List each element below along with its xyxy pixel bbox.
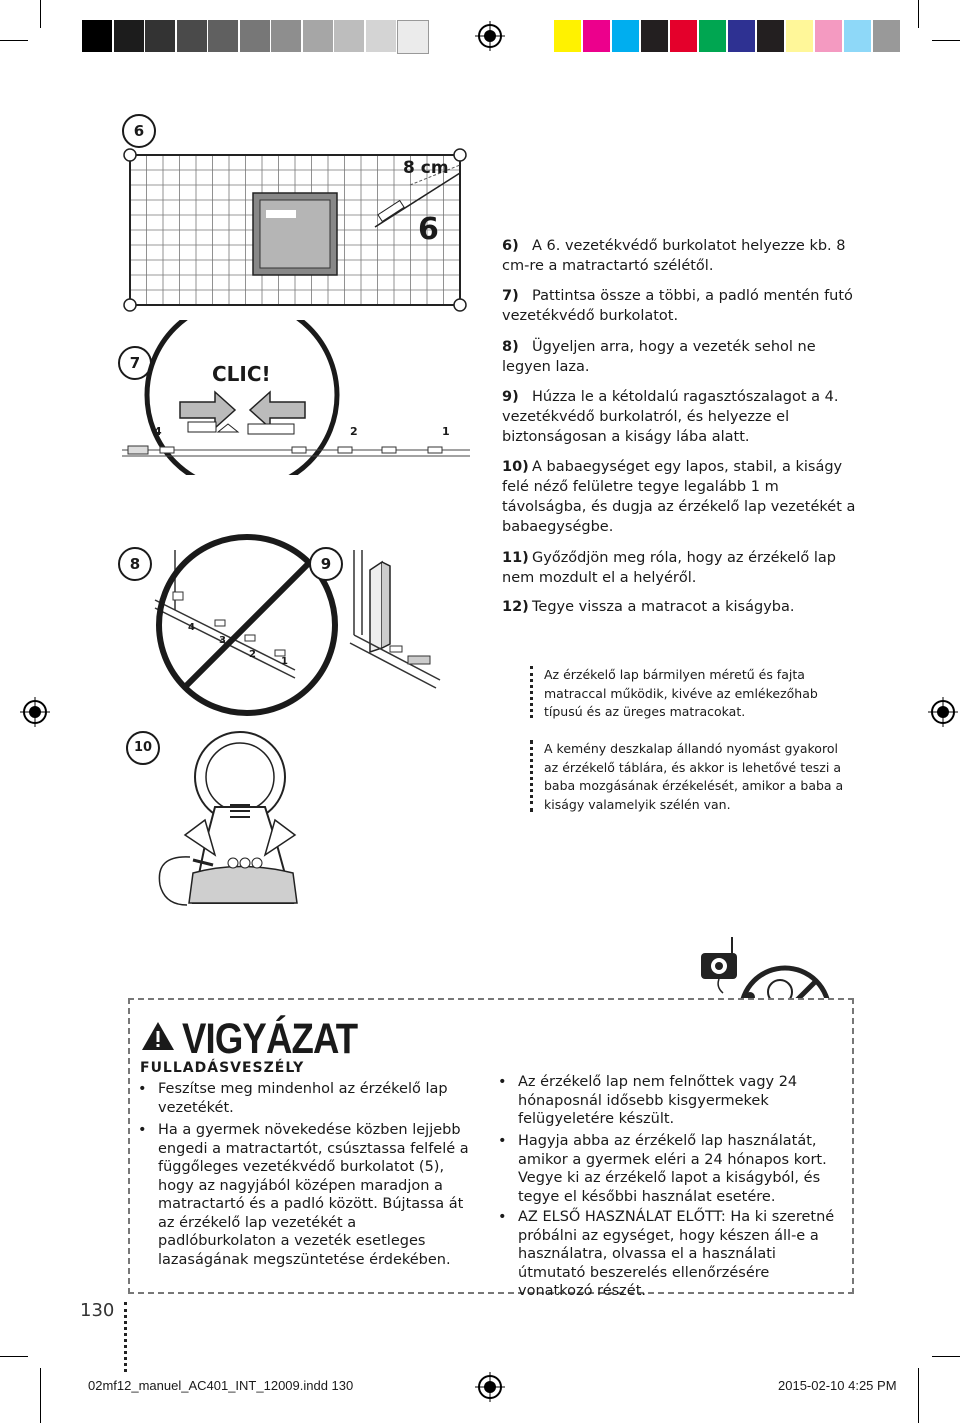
figure-7-label: 1 <box>442 425 450 438</box>
note-divider <box>530 740 533 812</box>
slug-date: 2015-02-10 4:25 PM <box>778 1378 897 1393</box>
warning-title: VIGYÁZAT <box>182 1015 358 1063</box>
step-number: 12) <box>502 599 529 615</box>
figure-8-label: 1 <box>281 656 288 667</box>
process-swatch <box>699 20 726 52</box>
instruction-step <box>502 387 862 447</box>
step-number: 6) <box>502 238 519 254</box>
warning-bullet: • Hagyja abba az érzékelő lap használatát, amikor a gyermek eléri a 24 hónapos kort. Vegye ki az érzékelő lapot a kiságyból, és tegye el későbbi használat esetére. <box>518 1132 833 1206</box>
figure-10-number: 10 <box>126 731 160 765</box>
figure-6-step-label: 6 <box>418 212 439 247</box>
figure-8-label: 4 <box>188 622 195 633</box>
figure-6-measure-label: 8 cm <box>403 158 449 178</box>
gray-swatch <box>334 20 364 52</box>
process-swatch <box>815 20 842 52</box>
crop-mark <box>0 40 28 41</box>
step-text: Ügyeljen arra, hogy a vezeték sehol ne legyen laza. <box>502 339 816 375</box>
figure-8-number: 8 <box>118 547 152 581</box>
step-text: A babaegységet egy lapos, stabil, a kiságy felé néző felületre tegye legalább 1 m távolságba, és dugja az érzékelő lap vezetékét a babaegységbe. <box>502 459 856 535</box>
warning-bullet: • AZ ELSŐ HASZNÁLAT ELŐTT: Ha ki szeretné próbálni az egységet, hogy készen áll-e a használatra, olvassa el a használati útmutató beszerelés ellenőrzésére vonatkozó részét. <box>518 1208 843 1301</box>
note-divider <box>530 666 533 718</box>
gray-swatch <box>397 20 429 54</box>
figure-8-label: 3 <box>219 635 226 646</box>
gray-swatch <box>145 20 175 52</box>
warning-triangle-icon <box>140 1020 176 1052</box>
slug-filename: 02mf12_manuel_AC401_INT_12009.indd 130 <box>88 1378 354 1393</box>
instruction-step <box>502 457 862 537</box>
instruction-step <box>502 286 862 326</box>
registration-mark-icon <box>475 21 505 51</box>
warning-subtitle: FULLADÁSVESZÉLY <box>140 1060 305 1076</box>
gray-swatch <box>114 20 144 52</box>
figure-7-clic-label: CLIC! <box>212 362 271 386</box>
note-board: A kemény deszkalap állandó nyomást gyakorol az érzékelő táblára, és akkor is lehetővé teszi a baba mozgásának érzékelését, amikor a baba a kiságy valamelyik szélén van. <box>544 741 844 812</box>
figure-7-number: 7 <box>118 346 152 380</box>
process-swatch <box>670 20 697 52</box>
instruction-step <box>502 548 862 588</box>
step-text: A 6. vezetékvédő burkolatot helyezze kb. 8 cm-re a matractartó szélétől. <box>502 238 846 274</box>
process-swatch <box>554 20 581 52</box>
registration-mark-icon <box>20 697 50 727</box>
figure-6-number: 6 <box>122 114 156 148</box>
gray-swatch <box>240 20 270 52</box>
step-number: 9) <box>502 389 519 405</box>
gray-swatch <box>366 20 396 52</box>
page-number: 130 <box>80 1300 115 1321</box>
step-text: Pattintsa össze a többi, a padló mentén futó vezetékvédő burkolatot. <box>502 288 853 324</box>
figure-7-label: 4 <box>154 425 162 438</box>
gray-swatch <box>303 20 333 52</box>
process-swatch <box>873 20 900 52</box>
warning-bullet: • Az érzékelő lap nem felnőttek vagy 24 hónaposnál idősebb kisgyermekek felügyeletére készült. <box>518 1073 818 1129</box>
gray-swatch <box>208 20 238 52</box>
figure-7-label: 2 <box>350 425 358 438</box>
registration-mark-icon <box>475 1372 505 1402</box>
gray-swatch <box>177 20 207 52</box>
crop-mark <box>918 0 919 28</box>
warning-bullet: • Feszítse meg mindenhol az érzékelő lap vezetékét. <box>158 1080 458 1117</box>
figure-10-baby-unit-illustration <box>145 725 345 910</box>
process-swatch <box>728 20 755 52</box>
step-text: Győződjön meg róla, hogy az érzékelő lap nem mozdult el a helyéről. <box>502 550 836 586</box>
step-text: Húzza le a kétoldalú ragasztószalagot a 4. vezetékvédő burkolatról, és helyezze el biztonságosan a kiságy lába alatt. <box>502 389 839 445</box>
warning-bullet: • Ha a gyermek növekedése közben lejjebb engedi a matractartót, csúsztassa felfelé a függőleges vezetékvédő burkolatot (5), hogy az nagyjából középen maradjon a matractartó és a padló között. Bújtassa át az érzékelő lap vezetékét a padlóburkolaton a vezeték esetleges lazaságának megszüntetése érdekében. <box>158 1121 478 1269</box>
figure-9-cable-cover-illustration <box>340 540 450 690</box>
figure-8-label: 2 <box>249 649 256 660</box>
note-mattress: Az érzékelő lap bármilyen méretű és fajta matraccal működik, kivéve az emlékezőhab típusú és az üreges matracokat. <box>544 667 818 719</box>
step-number: 8) <box>502 339 519 355</box>
figure-7-clip-illustration <box>120 320 480 475</box>
crop-mark <box>932 1356 960 1357</box>
crop-mark <box>40 1368 41 1423</box>
crop-mark <box>932 40 960 41</box>
instruction-step <box>502 337 862 377</box>
gray-swatch <box>82 20 112 52</box>
instruction-step <box>502 236 862 276</box>
page-number-divider <box>124 1302 127 1372</box>
gray-swatch <box>271 20 301 52</box>
registration-mark-icon <box>928 697 958 727</box>
instruction-step <box>502 597 862 617</box>
crop-mark <box>0 1356 28 1357</box>
process-swatch <box>786 20 813 52</box>
step-number: 7) <box>502 288 519 304</box>
step-number: 10) <box>502 459 529 475</box>
process-swatch <box>757 20 784 52</box>
crop-mark <box>40 0 41 28</box>
process-swatch <box>844 20 871 52</box>
crop-mark <box>918 1368 919 1423</box>
process-swatch <box>583 20 610 52</box>
step-text: Tegye vissza a matracot a kiságyba. <box>532 599 795 615</box>
process-swatch <box>641 20 668 52</box>
process-swatch <box>612 20 639 52</box>
figure-9-number: 9 <box>309 547 343 581</box>
step-number: 11) <box>502 550 529 566</box>
